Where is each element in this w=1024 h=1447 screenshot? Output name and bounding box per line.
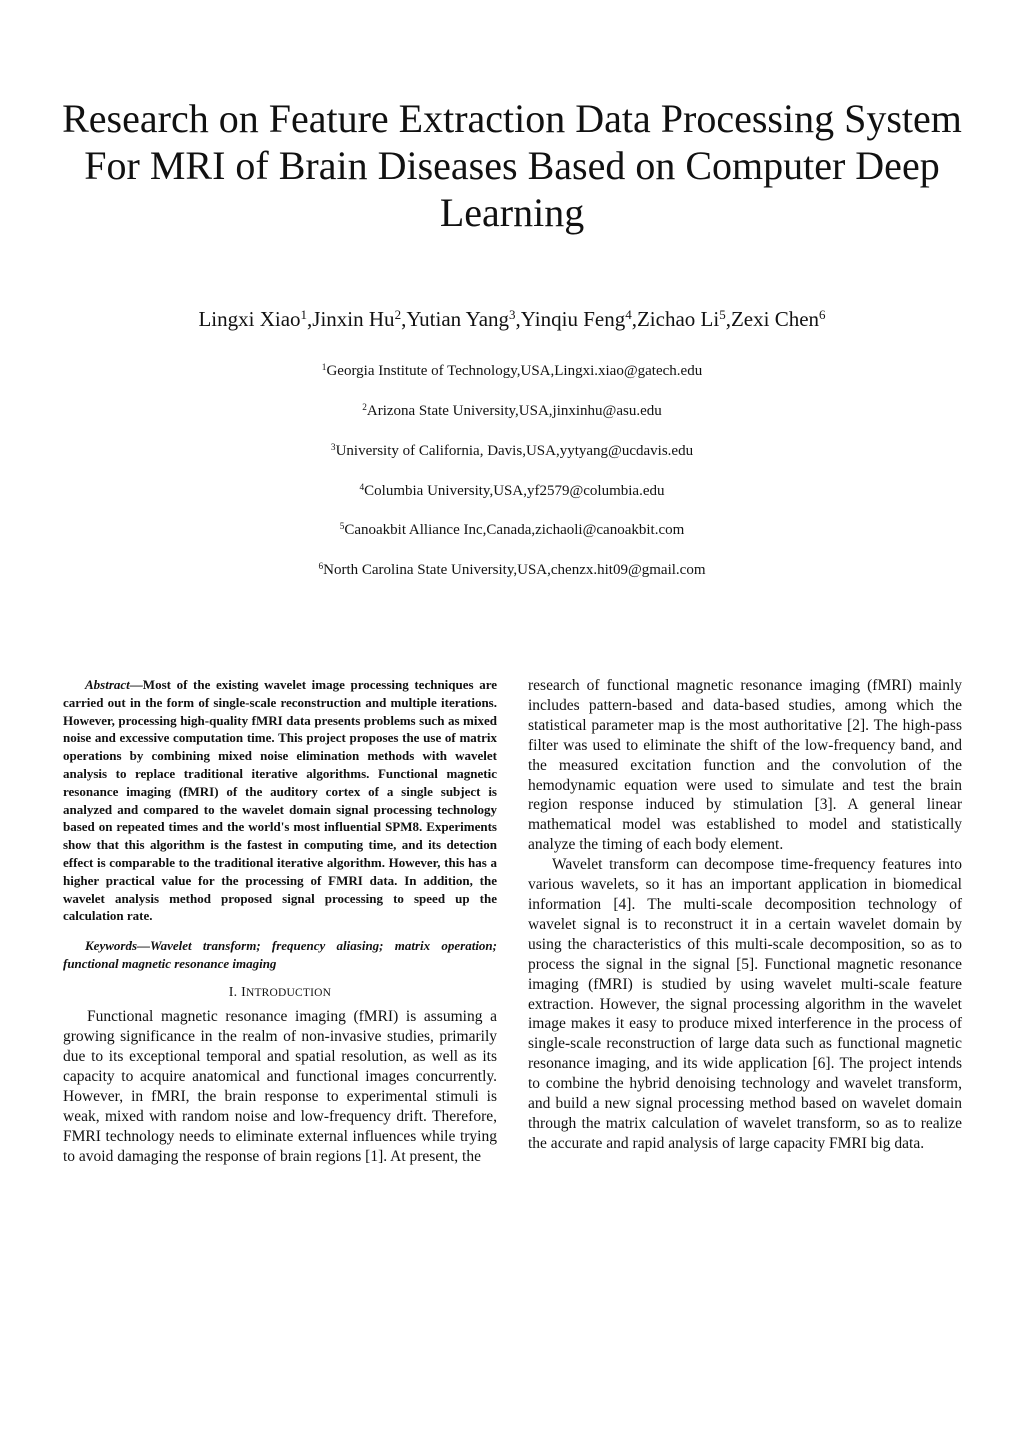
author: Yinqiu Feng$^4$, bbox=[520, 306, 637, 331]
left-column bbox=[63, 676, 497, 1166]
abstract-label: Abstract bbox=[85, 677, 130, 692]
keywords: Keywords—Wavelet transform; frequency aliasing; matrix operation; functional magnetic resonance imaging bbox=[63, 938, 497, 972]
section-heading-introduction: I. INTRODUCTION bbox=[228, 985, 332, 1001]
body-paragraph: Wavelet transform can decompose time-frequency features into various wavelets, so it has an important application in biomedical information [4]. The multi-scale decomposition technology of wavelet signal is to reconstruct it in a certain wavelet domain by using the characteristics of this multi-scale decomposition, so as to process the signal in the signal [5]. Functional magnetic resonance imaging (fMRI) is studied by using wavelet multi-scale feature extraction. However, the signal processing algorithm in the wavelet image makes it easy to produce mixed interference in the process of single-scale reconstruction of large data such as functional magnetic resonance imaging, and its wide application [6]. The project intends to combine the hybrid denoising technology and wavelet transform, and build a new signal processing method based on wavelet domain through the matrix calculation of wavelet transform, so as to realize the accurate and rapid analysis of large capacity FMRI big data. bbox=[528, 856, 962, 1152]
author: Jinxin Hu$^2$, bbox=[312, 306, 407, 331]
author: Lingxi Xiao$^1$, bbox=[198, 306, 313, 331]
affiliation: $^5$Canoakbit Alliance Inc,Canada,zichaoli@canoakbit.com bbox=[339, 521, 685, 538]
abstract: Abstract—Most of the existing wavelet image processing techniques are carried out in the form of single-scale reconstruction and multiple iterations. However, processing high-quality fMRI data presents problems such as mixed noise and excessive computation time. This project proposes the use of matrix operations by combining mixed noise elimination methods with wavelet analysis to replace traditional iterative algorithms. Functional magnetic resonance imaging (fMRI) of the auditory cortex of a single subject is analyzed and compared to the wavelet domain signal processing technology based on repeated times and the world's most influential SPM8. Experiments show that this algorithm is the fastest in computing time, and its detection effect is comparable to the traditional iterative algorithm. However, this has a higher practical value for the processing of FMRI data. In addition, the wavelet analysis method proposed signal processing to speed up the calculation rate. bbox=[63, 677, 497, 924]
author-list bbox=[60, 305, 964, 333]
right-column bbox=[528, 676, 962, 1154]
affiliation: $^4$Columbia University,USA,yf2579@columbia.edu bbox=[359, 482, 665, 499]
body-paragraph: Functional magnetic resonance imaging (fMRI) is assuming a growing significance in the realm of non-invasive studies, primarily due to its exceptional temporal and spatial resolution, as well as its capacity to acquire anatomical and functional images concurrently. However, in fMRI, the brain response to experimental stimuli is weak, mixed with random noise and low-frequency drift. Therefore, FMRI technology needs to eliminate external influences while trying to avoid damaging the response of brain regions [1]. At present, the bbox=[63, 1008, 497, 1165]
author: Zexi Chen$^6$ bbox=[730, 306, 826, 331]
affiliation: $^3$University of California, Davis,USA,yytyang@ucdavis.edu bbox=[330, 442, 694, 459]
paper-title: Research on Feature Extraction Data Processing System For MRI of Brain Diseases Based on Computer Deep Learning bbox=[62, 96, 962, 235]
author: Yutian Yang$^3$, bbox=[406, 306, 521, 331]
affiliation: $^1$Georgia Institute of Technology,USA,Lingxi.xiao@gatech.edu bbox=[321, 362, 703, 379]
author: Zichao Li$^5$, bbox=[636, 306, 731, 331]
affiliation: $^2$Arizona State University,USA,jinxinhu@asu.edu bbox=[362, 402, 662, 419]
abstract-text: Most of the existing wavelet image processing techniques are carried out in the form of single-scale reconstruction and multiple iterations. However, processing high-quality fMRI data presents problems such as mixed noise and excessive computation time. This project proposes the use of matrix operations by combining mixed noise elimination methods with wavelet analysis to replace traditional iterative algorithms. Functional magnetic resonance imaging (fMRI) of the auditory cortex of a single subject is analyzed and compared to the wavelet domain signal processing technology based on repeated times and the world's most influential SPM8. Experiments show that this algorithm is the fastest in computing time, and its detection effect is comparable to the traditional iterative algorithm. However, this has a higher practical value for the processing of FMRI data. In addition, the wavelet analysis method proposed signal processing to speed up the calculation rate. bbox=[63, 677, 497, 924]
affiliation: $^6$North Carolina State University,USA,chenzx.hit09@gmail.com bbox=[318, 561, 706, 578]
body-paragraph: research of functional magnetic resonance imaging (fMRI) mainly includes pattern-based and data-based studies, among which the statistical parameter map is the most authoritative [2]. The high-pass filter was used to eliminate the shift of the low-frequency band, and the measured excitation function and the convolution of the hemodynamic equation were used to simulate and test the brain region response induced by stimulation [3]. A general linear mathematical model was established to model and statistically analyze the timing of each body element. bbox=[528, 677, 962, 854]
